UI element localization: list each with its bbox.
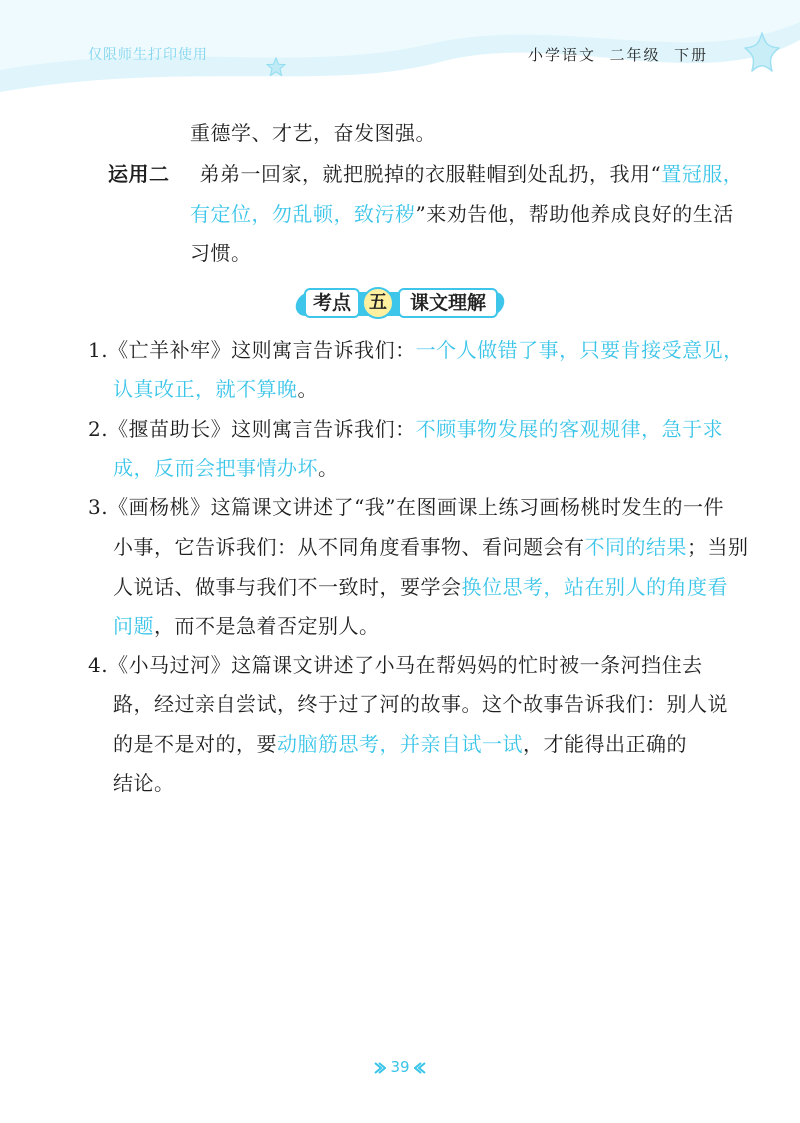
item-4-line-2: 路，经过亲自尝试，终于过了河的故事。这个故事告诉我们：别人说	[113, 692, 728, 716]
answer-highlight: 动脑筋思考，并亲自试一试	[277, 732, 523, 756]
section-heading-title: 课文理解	[398, 288, 498, 318]
page-number-text: 39	[390, 1058, 410, 1076]
item-4-line-1: 4.《小马过河》这篇课文讲述了小马在帮妈妈的忙时被一条河挡住去	[88, 653, 703, 677]
answer-highlight: 置冠服，	[661, 162, 744, 186]
usage2-line-3: 习惯。	[190, 241, 252, 265]
subject-header: 小学语文 二年级 下册	[528, 46, 709, 64]
answer-highlight: 有定位，勿乱顿，致污秽	[190, 202, 416, 226]
item-3-line-4: 问题，而不是急着否定别人。	[113, 614, 380, 638]
section-number-badge: 五	[362, 287, 394, 319]
answer-highlight: 一个人做错了事，只要肯接受意见，	[415, 338, 744, 362]
answer-highlight: 问题	[113, 614, 154, 638]
answer-highlight: 成，反而会把事情办坏	[113, 456, 318, 480]
chevron-left-icon	[414, 1062, 426, 1074]
usage2-line-2: 有定位，勿乱顿，致污秽”来劝告他，帮助他养成良好的生活	[190, 202, 734, 226]
star-small-icon	[266, 57, 286, 77]
item-4-line-3: 的是不是对的，要动脑筋思考，并亲自试一试，才能得出正确的	[113, 732, 687, 756]
page-number	[360, 1058, 440, 1076]
chevron-right-icon	[374, 1062, 386, 1074]
continuation-line: 重德学、才艺，奋发图强。	[190, 121, 436, 145]
item-2-line-1: 2.《揠苗助长》这则寓言告诉我们：不顾事物发展的客观规律，急于求	[88, 417, 724, 441]
item-4-line-4: 结论。	[113, 771, 175, 795]
usage2-line-1: 运用二 弟弟一回家，就把脱掉的衣服鞋帽到处乱扔，我用“置冠服，	[108, 162, 744, 186]
item-3-line-2: 小事，它告诉我们：从不同角度看事物、看问题会有不同的结果；当别	[113, 535, 749, 559]
watermark-text: 仅限师生打印使用	[88, 47, 208, 63]
item-1-line-1: 1.《亡羊补牢》这则寓言告诉我们：一个人做错了事，只要肯接受意见，	[88, 338, 744, 362]
answer-highlight: 认真改正，就不算晚	[113, 377, 298, 401]
star-large-icon	[734, 30, 790, 86]
answer-highlight: 不顾事物发展的客观规律，急于求	[415, 417, 724, 441]
item-3-line-1: 3.《画杨桃》这篇课文讲述了“我”在图画课上练习画杨桃时发生的一件	[88, 495, 725, 519]
answer-highlight: 不同的结果	[584, 535, 687, 559]
item-3-line-3: 人说话、做事与我们不一致时，要学会换位思考，站在别人的角度看	[113, 575, 728, 599]
answer-highlight: 换位思考，站在别人的角度看	[461, 575, 728, 599]
usage2-label: 运用二	[108, 162, 170, 186]
section-heading-pre: 考点	[304, 288, 360, 318]
section-heading	[290, 283, 510, 323]
item-2-line-2: 成，反而会把事情办坏。	[113, 456, 339, 480]
item-1-line-2: 认真改正，就不算晚。	[113, 377, 318, 401]
